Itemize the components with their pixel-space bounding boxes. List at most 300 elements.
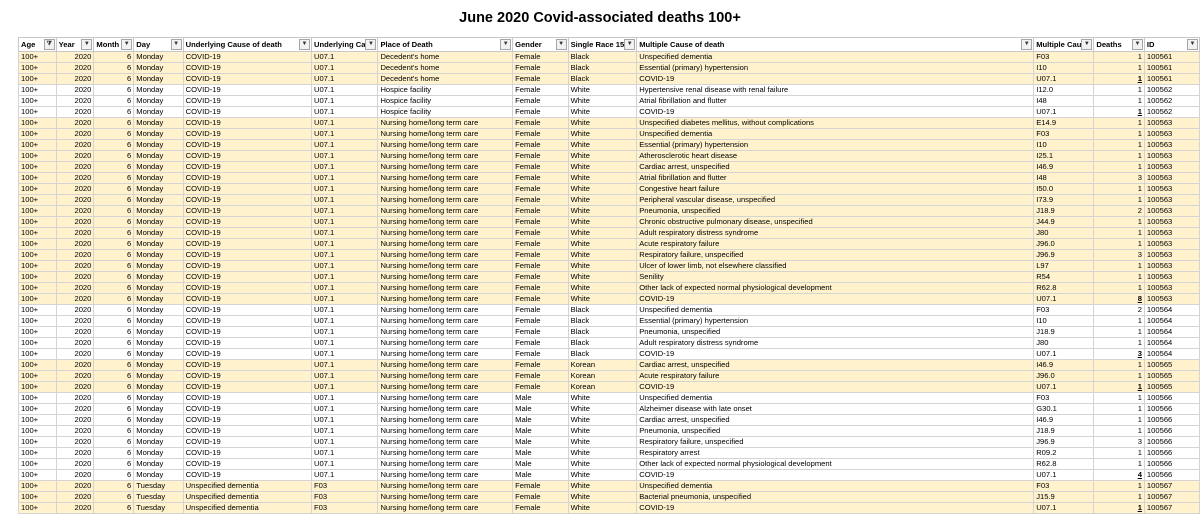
table-cell[interactable]: COVID-19 xyxy=(183,459,311,470)
filter-dropdown-icon[interactable]: ▼ xyxy=(299,39,310,50)
table-cell[interactable]: White xyxy=(568,228,637,239)
table-cell[interactable]: U07.1 xyxy=(311,459,377,470)
table-cell[interactable]: Alzheimer disease with late onset xyxy=(637,404,1034,415)
table-cell[interactable]: 100+ xyxy=(19,437,57,448)
table-cell[interactable]: Unspecified diabetes mellitus, without complications xyxy=(637,118,1034,129)
table-cell[interactable]: 6 xyxy=(94,503,134,514)
table-cell[interactable]: 2020 xyxy=(56,151,94,162)
table-cell[interactable]: J18.9 xyxy=(1034,206,1094,217)
table-cell[interactable]: 100562 xyxy=(1144,85,1199,96)
table-cell[interactable]: Black xyxy=(568,316,637,327)
table-cell[interactable]: 100562 xyxy=(1144,107,1199,118)
table-cell[interactable]: U07.1 xyxy=(311,118,377,129)
table-cell[interactable]: Korean xyxy=(568,360,637,371)
table-cell[interactable]: Nursing home/long term care xyxy=(378,481,513,492)
table-cell[interactable]: Unspecified dementia xyxy=(637,129,1034,140)
table-cell[interactable]: White xyxy=(568,404,637,415)
table-cell[interactable]: J80 xyxy=(1034,338,1094,349)
table-cell[interactable]: 100+ xyxy=(19,349,57,360)
table-cell[interactable]: Monday xyxy=(134,228,183,239)
table-cell[interactable]: Nursing home/long term care xyxy=(378,492,513,503)
table-cell[interactable]: I12.0 xyxy=(1034,85,1094,96)
table-cell[interactable]: Respiratory arrest xyxy=(637,448,1034,459)
table-cell[interactable]: 6 xyxy=(94,272,134,283)
table-cell[interactable]: Unspecified dementia xyxy=(637,393,1034,404)
table-cell[interactable]: COVID-19 xyxy=(183,52,311,63)
table-cell[interactable]: 100563 xyxy=(1144,206,1199,217)
table-cell[interactable]: Tuesday xyxy=(134,492,183,503)
table-cell[interactable]: U07.1 xyxy=(311,173,377,184)
table-cell[interactable]: 100563 xyxy=(1144,261,1199,272)
table-cell[interactable]: J96.0 xyxy=(1034,371,1094,382)
table-cell[interactable]: 100566 xyxy=(1144,393,1199,404)
table-cell[interactable]: White xyxy=(568,294,637,305)
table-cell[interactable]: 100564 xyxy=(1144,349,1199,360)
table-cell[interactable]: COVID-19 xyxy=(183,316,311,327)
table-cell[interactable]: U07.1 xyxy=(311,96,377,107)
table-cell[interactable]: White xyxy=(568,129,637,140)
table-cell[interactable]: White xyxy=(568,250,637,261)
table-cell[interactable]: 6 xyxy=(94,173,134,184)
table-cell[interactable]: 1 xyxy=(1094,415,1145,426)
table-cell[interactable]: Monday xyxy=(134,63,183,74)
table-cell[interactable]: 6 xyxy=(94,305,134,316)
table-cell[interactable]: COVID-19 xyxy=(183,426,311,437)
table-cell[interactable]: Hospice facility xyxy=(378,96,513,107)
table-cell[interactable]: 100+ xyxy=(19,327,57,338)
table-cell[interactable]: U07.1 xyxy=(1034,294,1094,305)
table-cell[interactable]: White xyxy=(568,459,637,470)
table-cell[interactable]: White xyxy=(568,261,637,272)
table-cell[interactable]: Monday xyxy=(134,382,183,393)
table-cell[interactable]: 2020 xyxy=(56,415,94,426)
table-cell[interactable]: 100563 xyxy=(1144,250,1199,261)
table-cell[interactable]: Female xyxy=(513,129,568,140)
table-cell[interactable]: Nursing home/long term care xyxy=(378,393,513,404)
table-cell[interactable]: J18.9 xyxy=(1034,327,1094,338)
table-cell[interactable]: COVID-19 xyxy=(183,404,311,415)
table-cell[interactable]: Adult respiratory distress syndrome xyxy=(637,338,1034,349)
table-cell[interactable]: J96.9 xyxy=(1034,250,1094,261)
table-cell[interactable]: White xyxy=(568,217,637,228)
table-cell[interactable]: 2020 xyxy=(56,228,94,239)
table-cell[interactable]: COVID-19 xyxy=(183,294,311,305)
table-cell[interactable]: Monday xyxy=(134,162,183,173)
table-cell[interactable]: 6 xyxy=(94,492,134,503)
table-cell[interactable]: Black xyxy=(568,338,637,349)
table-cell[interactable]: 1 xyxy=(1094,85,1145,96)
table-cell[interactable]: Nursing home/long term care xyxy=(378,118,513,129)
table-cell[interactable]: Hospice facility xyxy=(378,85,513,96)
table-cell[interactable]: White xyxy=(568,206,637,217)
filter-dropdown-icon[interactable]: ▼ xyxy=(121,39,132,50)
table-cell[interactable]: Unspecified dementia xyxy=(637,481,1034,492)
table-cell[interactable]: Monday xyxy=(134,393,183,404)
table-cell[interactable]: 6 xyxy=(94,382,134,393)
table-cell[interactable]: 3 xyxy=(1094,349,1145,360)
table-cell[interactable]: Female xyxy=(513,503,568,514)
table-cell[interactable]: L97 xyxy=(1034,261,1094,272)
table-cell[interactable]: 6 xyxy=(94,393,134,404)
table-cell[interactable]: Decedent's home xyxy=(378,52,513,63)
table-cell[interactable]: 2020 xyxy=(56,162,94,173)
table-cell[interactable]: 100+ xyxy=(19,239,57,250)
table-cell[interactable]: Male xyxy=(513,459,568,470)
table-cell[interactable]: 2020 xyxy=(56,206,94,217)
table-cell[interactable]: Peripheral vascular disease, unspecified xyxy=(637,195,1034,206)
table-cell[interactable]: Female xyxy=(513,261,568,272)
table-cell[interactable]: Nursing home/long term care xyxy=(378,360,513,371)
table-cell[interactable]: Nursing home/long term care xyxy=(378,371,513,382)
table-cell[interactable]: 100563 xyxy=(1144,173,1199,184)
table-cell[interactable]: White xyxy=(568,85,637,96)
table-cell[interactable]: 1 xyxy=(1094,459,1145,470)
table-cell[interactable]: Monday xyxy=(134,140,183,151)
table-cell[interactable]: Monday xyxy=(134,470,183,481)
table-cell[interactable]: I10 xyxy=(1034,63,1094,74)
table-cell[interactable]: Female xyxy=(513,283,568,294)
table-cell[interactable]: White xyxy=(568,195,637,206)
table-cell[interactable]: COVID-19 xyxy=(637,294,1034,305)
table-cell[interactable]: 2 xyxy=(1094,305,1145,316)
table-cell[interactable]: Congestive heart failure xyxy=(637,184,1034,195)
table-cell[interactable]: 100565 xyxy=(1144,360,1199,371)
table-cell[interactable]: J15.9 xyxy=(1034,492,1094,503)
table-cell[interactable]: Nursing home/long term care xyxy=(378,316,513,327)
table-cell[interactable]: Acute respiratory failure xyxy=(637,371,1034,382)
table-cell[interactable]: Nursing home/long term care xyxy=(378,294,513,305)
table-cell[interactable]: I48 xyxy=(1034,96,1094,107)
table-cell[interactable]: Atherosclerotic heart disease xyxy=(637,151,1034,162)
table-cell[interactable]: 100+ xyxy=(19,250,57,261)
table-cell[interactable]: 100563 xyxy=(1144,217,1199,228)
table-cell[interactable]: U07.1 xyxy=(1034,382,1094,393)
table-cell[interactable]: 6 xyxy=(94,239,134,250)
table-cell[interactable]: Decedent's home xyxy=(378,63,513,74)
table-cell[interactable]: 6 xyxy=(94,426,134,437)
table-cell[interactable]: 2020 xyxy=(56,437,94,448)
table-cell[interactable]: U07.1 xyxy=(1034,74,1094,85)
table-cell[interactable]: 100563 xyxy=(1144,118,1199,129)
table-cell[interactable]: F03 xyxy=(311,492,377,503)
table-cell[interactable]: COVID-19 xyxy=(183,470,311,481)
table-cell[interactable]: Female xyxy=(513,250,568,261)
table-cell[interactable]: Male xyxy=(513,437,568,448)
table-cell[interactable]: I50.0 xyxy=(1034,184,1094,195)
table-cell[interactable]: Black xyxy=(568,63,637,74)
table-cell[interactable]: 6 xyxy=(94,85,134,96)
table-cell[interactable]: 6 xyxy=(94,184,134,195)
table-cell[interactable]: Other lack of expected normal physiological development xyxy=(637,283,1034,294)
table-cell[interactable]: Monday xyxy=(134,107,183,118)
table-cell[interactable]: 100564 xyxy=(1144,338,1199,349)
table-cell[interactable]: COVID-19 xyxy=(183,371,311,382)
table-cell[interactable]: White xyxy=(568,481,637,492)
filter-dropdown-icon[interactable]: ▼ xyxy=(81,39,92,50)
table-cell[interactable]: U07.1 xyxy=(311,415,377,426)
filter-dropdown-icon[interactable]: ▼ xyxy=(500,39,511,50)
table-cell[interactable]: 100566 xyxy=(1144,426,1199,437)
table-cell[interactable]: Nursing home/long term care xyxy=(378,184,513,195)
table-cell[interactable]: 100+ xyxy=(19,305,57,316)
table-cell[interactable]: U07.1 xyxy=(311,371,377,382)
table-cell[interactable]: 100+ xyxy=(19,415,57,426)
table-cell[interactable]: White xyxy=(568,283,637,294)
table-cell[interactable]: 100564 xyxy=(1144,316,1199,327)
table-cell[interactable]: Monday xyxy=(134,85,183,96)
table-cell[interactable]: 100564 xyxy=(1144,327,1199,338)
table-cell[interactable]: 6 xyxy=(94,459,134,470)
table-cell[interactable]: Monday xyxy=(134,294,183,305)
table-cell[interactable]: Korean xyxy=(568,371,637,382)
table-cell[interactable]: Monday xyxy=(134,217,183,228)
table-cell[interactable]: Female xyxy=(513,195,568,206)
table-cell[interactable]: 100+ xyxy=(19,162,57,173)
table-cell[interactable]: 2 xyxy=(1094,206,1145,217)
table-cell[interactable]: 100+ xyxy=(19,382,57,393)
table-cell[interactable]: 2020 xyxy=(56,261,94,272)
table-cell[interactable]: White xyxy=(568,437,637,448)
table-cell[interactable]: 100563 xyxy=(1144,195,1199,206)
table-cell[interactable]: 100+ xyxy=(19,107,57,118)
table-cell[interactable]: G30.1 xyxy=(1034,404,1094,415)
table-cell[interactable]: 100+ xyxy=(19,52,57,63)
table-cell[interactable]: U07.1 xyxy=(311,206,377,217)
table-cell[interactable]: 1 xyxy=(1094,228,1145,239)
table-cell[interactable]: 100567 xyxy=(1144,481,1199,492)
table-cell[interactable]: 1 xyxy=(1094,107,1145,118)
table-cell[interactable]: 2020 xyxy=(56,382,94,393)
table-cell[interactable]: 100565 xyxy=(1144,382,1199,393)
table-cell[interactable]: U07.1 xyxy=(311,283,377,294)
table-cell[interactable]: 6 xyxy=(94,195,134,206)
table-cell[interactable]: U07.1 xyxy=(311,382,377,393)
table-cell[interactable]: 100566 xyxy=(1144,470,1199,481)
table-cell[interactable]: Monday xyxy=(134,96,183,107)
table-cell[interactable]: Female xyxy=(513,239,568,250)
table-cell[interactable]: R62.8 xyxy=(1034,283,1094,294)
table-cell[interactable]: 6 xyxy=(94,206,134,217)
filter-dropdown-icon[interactable]: ▼ xyxy=(365,39,376,50)
table-cell[interactable]: 1 xyxy=(1094,162,1145,173)
table-cell[interactable]: Nursing home/long term care xyxy=(378,404,513,415)
table-cell[interactable]: Monday xyxy=(134,360,183,371)
table-cell[interactable]: 100563 xyxy=(1144,129,1199,140)
table-cell[interactable]: Monday xyxy=(134,316,183,327)
table-cell[interactable]: 100563 xyxy=(1144,283,1199,294)
table-cell[interactable]: I46.9 xyxy=(1034,162,1094,173)
table-cell[interactable]: Male xyxy=(513,415,568,426)
table-cell[interactable]: Monday xyxy=(134,239,183,250)
table-cell[interactable]: White xyxy=(568,239,637,250)
table-cell[interactable]: Monday xyxy=(134,426,183,437)
table-cell[interactable]: 6 xyxy=(94,74,134,85)
table-cell[interactable]: Nursing home/long term care xyxy=(378,140,513,151)
table-cell[interactable]: 2020 xyxy=(56,470,94,481)
table-cell[interactable]: I10 xyxy=(1034,140,1094,151)
table-cell[interactable]: 6 xyxy=(94,107,134,118)
table-cell[interactable]: COVID-19 xyxy=(183,118,311,129)
table-cell[interactable]: 100+ xyxy=(19,63,57,74)
table-cell[interactable]: Nursing home/long term care xyxy=(378,470,513,481)
table-cell[interactable]: COVID-19 xyxy=(183,107,311,118)
table-cell[interactable]: 2020 xyxy=(56,481,94,492)
table-cell[interactable]: Female xyxy=(513,316,568,327)
table-cell[interactable]: White xyxy=(568,107,637,118)
table-cell[interactable]: Nursing home/long term care xyxy=(378,503,513,514)
table-cell[interactable]: 6 xyxy=(94,349,134,360)
table-cell[interactable]: Monday xyxy=(134,349,183,360)
table-cell[interactable]: White xyxy=(568,96,637,107)
table-cell[interactable]: Female xyxy=(513,481,568,492)
table-cell[interactable]: COVID-19 xyxy=(183,195,311,206)
table-cell[interactable]: U07.1 xyxy=(311,316,377,327)
table-cell[interactable]: Monday xyxy=(134,74,183,85)
table-cell[interactable]: Nursing home/long term care xyxy=(378,261,513,272)
table-cell[interactable]: Nursing home/long term care xyxy=(378,272,513,283)
table-cell[interactable]: 100+ xyxy=(19,294,57,305)
table-cell[interactable]: White xyxy=(568,118,637,129)
table-cell[interactable]: COVID-19 xyxy=(183,206,311,217)
table-cell[interactable]: 2020 xyxy=(56,184,94,195)
table-cell[interactable]: U07.1 xyxy=(311,140,377,151)
table-cell[interactable]: Male xyxy=(513,404,568,415)
table-cell[interactable]: R54 xyxy=(1034,272,1094,283)
table-cell[interactable]: Female xyxy=(513,52,568,63)
table-cell[interactable]: 6 xyxy=(94,129,134,140)
table-cell[interactable]: COVID-19 xyxy=(183,360,311,371)
table-cell[interactable]: Pneumonia, unspecified xyxy=(637,206,1034,217)
table-cell[interactable]: Monday xyxy=(134,184,183,195)
table-cell[interactable]: Ulcer of lower limb, not elsewhere classified xyxy=(637,261,1034,272)
table-cell[interactable]: 100566 xyxy=(1144,459,1199,470)
table-cell[interactable]: Unspecified dementia xyxy=(183,481,311,492)
table-cell[interactable]: Nursing home/long term care xyxy=(378,382,513,393)
table-cell[interactable]: Nursing home/long term care xyxy=(378,195,513,206)
table-cell[interactable]: Female xyxy=(513,360,568,371)
table-cell[interactable]: Female xyxy=(513,96,568,107)
table-cell[interactable]: U07.1 xyxy=(1034,349,1094,360)
table-cell[interactable]: Black xyxy=(568,52,637,63)
table-cell[interactable]: 2020 xyxy=(56,283,94,294)
table-cell[interactable]: 2020 xyxy=(56,503,94,514)
table-cell[interactable]: Monday xyxy=(134,415,183,426)
table-cell[interactable]: U07.1 xyxy=(311,184,377,195)
table-cell[interactable]: Nursing home/long term care xyxy=(378,151,513,162)
table-cell[interactable]: 2020 xyxy=(56,492,94,503)
table-cell[interactable]: U07.1 xyxy=(1034,503,1094,514)
table-cell[interactable]: 6 xyxy=(94,250,134,261)
table-cell[interactable]: 100+ xyxy=(19,129,57,140)
filter-dropdown-icon[interactable]: ▼ xyxy=(1081,39,1092,50)
table-cell[interactable]: Monday xyxy=(134,129,183,140)
table-cell[interactable]: U07.1 xyxy=(311,250,377,261)
table-cell[interactable]: 2020 xyxy=(56,338,94,349)
table-cell[interactable]: 100563 xyxy=(1144,228,1199,239)
table-cell[interactable]: Nursing home/long term care xyxy=(378,228,513,239)
table-cell[interactable]: 100566 xyxy=(1144,404,1199,415)
table-cell[interactable]: U07.1 xyxy=(311,437,377,448)
table-cell[interactable]: Monday xyxy=(134,371,183,382)
table-cell[interactable]: 2020 xyxy=(56,85,94,96)
filter-dropdown-icon[interactable]: ▼ xyxy=(1187,39,1198,50)
table-cell[interactable]: Nursing home/long term care xyxy=(378,349,513,360)
table-cell[interactable]: 100+ xyxy=(19,272,57,283)
table-cell[interactable]: Essential (primary) hypertension xyxy=(637,316,1034,327)
table-cell[interactable]: Pneumonia, unspecified xyxy=(637,327,1034,338)
table-cell[interactable]: Pneumonia, unspecified xyxy=(637,426,1034,437)
table-cell[interactable]: 100+ xyxy=(19,360,57,371)
table-cell[interactable]: U07.1 xyxy=(311,63,377,74)
table-cell[interactable]: 6 xyxy=(94,228,134,239)
table-cell[interactable]: COVID-19 xyxy=(183,448,311,459)
table-cell[interactable]: 3 xyxy=(1094,173,1145,184)
table-cell[interactable]: 1 xyxy=(1094,195,1145,206)
table-cell[interactable]: 100+ xyxy=(19,316,57,327)
table-cell[interactable]: F03 xyxy=(1034,393,1094,404)
table-cell[interactable]: Nursing home/long term care xyxy=(378,206,513,217)
table-cell[interactable]: Nursing home/long term care xyxy=(378,448,513,459)
table-cell[interactable]: 6 xyxy=(94,118,134,129)
table-cell[interactable]: COVID-19 xyxy=(183,85,311,96)
table-cell[interactable]: U07.1 xyxy=(311,404,377,415)
table-cell[interactable]: U07.1 xyxy=(311,470,377,481)
table-cell[interactable]: 2020 xyxy=(56,349,94,360)
table-cell[interactable]: 2020 xyxy=(56,239,94,250)
table-cell[interactable]: 2020 xyxy=(56,294,94,305)
table-cell[interactable]: 100+ xyxy=(19,404,57,415)
table-cell[interactable]: Female xyxy=(513,272,568,283)
table-cell[interactable]: Monday xyxy=(134,327,183,338)
table-cell[interactable]: 100+ xyxy=(19,481,57,492)
table-cell[interactable]: Adult respiratory distress syndrome xyxy=(637,228,1034,239)
table-cell[interactable]: 2020 xyxy=(56,272,94,283)
table-cell[interactable]: 1 xyxy=(1094,283,1145,294)
table-cell[interactable]: 1 xyxy=(1094,217,1145,228)
table-cell[interactable]: 1 xyxy=(1094,129,1145,140)
table-cell[interactable]: Female xyxy=(513,63,568,74)
table-cell[interactable]: 100+ xyxy=(19,151,57,162)
table-cell[interactable]: Monday xyxy=(134,404,183,415)
table-cell[interactable]: U07.1 xyxy=(311,151,377,162)
table-cell[interactable]: U07.1 xyxy=(311,349,377,360)
table-cell[interactable]: Unspecified dementia xyxy=(183,503,311,514)
filter-dropdown-icon[interactable]: ▼ xyxy=(1132,39,1143,50)
table-cell[interactable]: 100563 xyxy=(1144,272,1199,283)
table-cell[interactable]: White xyxy=(568,184,637,195)
table-cell[interactable]: Nursing home/long term care xyxy=(378,162,513,173)
table-cell[interactable]: COVID-19 xyxy=(183,305,311,316)
table-cell[interactable]: Unspecified dementia xyxy=(183,492,311,503)
table-cell[interactable]: U07.1 xyxy=(311,272,377,283)
table-cell[interactable]: Female xyxy=(513,140,568,151)
table-cell[interactable]: 2020 xyxy=(56,129,94,140)
table-cell[interactable]: Bacterial pneumonia, unspecified xyxy=(637,492,1034,503)
table-cell[interactable]: R09.2 xyxy=(1034,448,1094,459)
table-cell[interactable]: COVID-19 xyxy=(183,283,311,294)
table-cell[interactable]: COVID-19 xyxy=(183,217,311,228)
table-cell[interactable]: COVID-19 xyxy=(183,349,311,360)
table-cell[interactable]: Monday xyxy=(134,195,183,206)
table-cell[interactable]: 6 xyxy=(94,162,134,173)
table-cell[interactable]: I48 xyxy=(1034,173,1094,184)
table-cell[interactable]: Monday xyxy=(134,173,183,184)
table-cell[interactable]: 100+ xyxy=(19,217,57,228)
table-cell[interactable]: COVID-19 xyxy=(183,382,311,393)
table-cell[interactable]: Acute respiratory failure xyxy=(637,239,1034,250)
table-cell[interactable]: 100+ xyxy=(19,195,57,206)
table-cell[interactable]: 4 xyxy=(1094,470,1145,481)
